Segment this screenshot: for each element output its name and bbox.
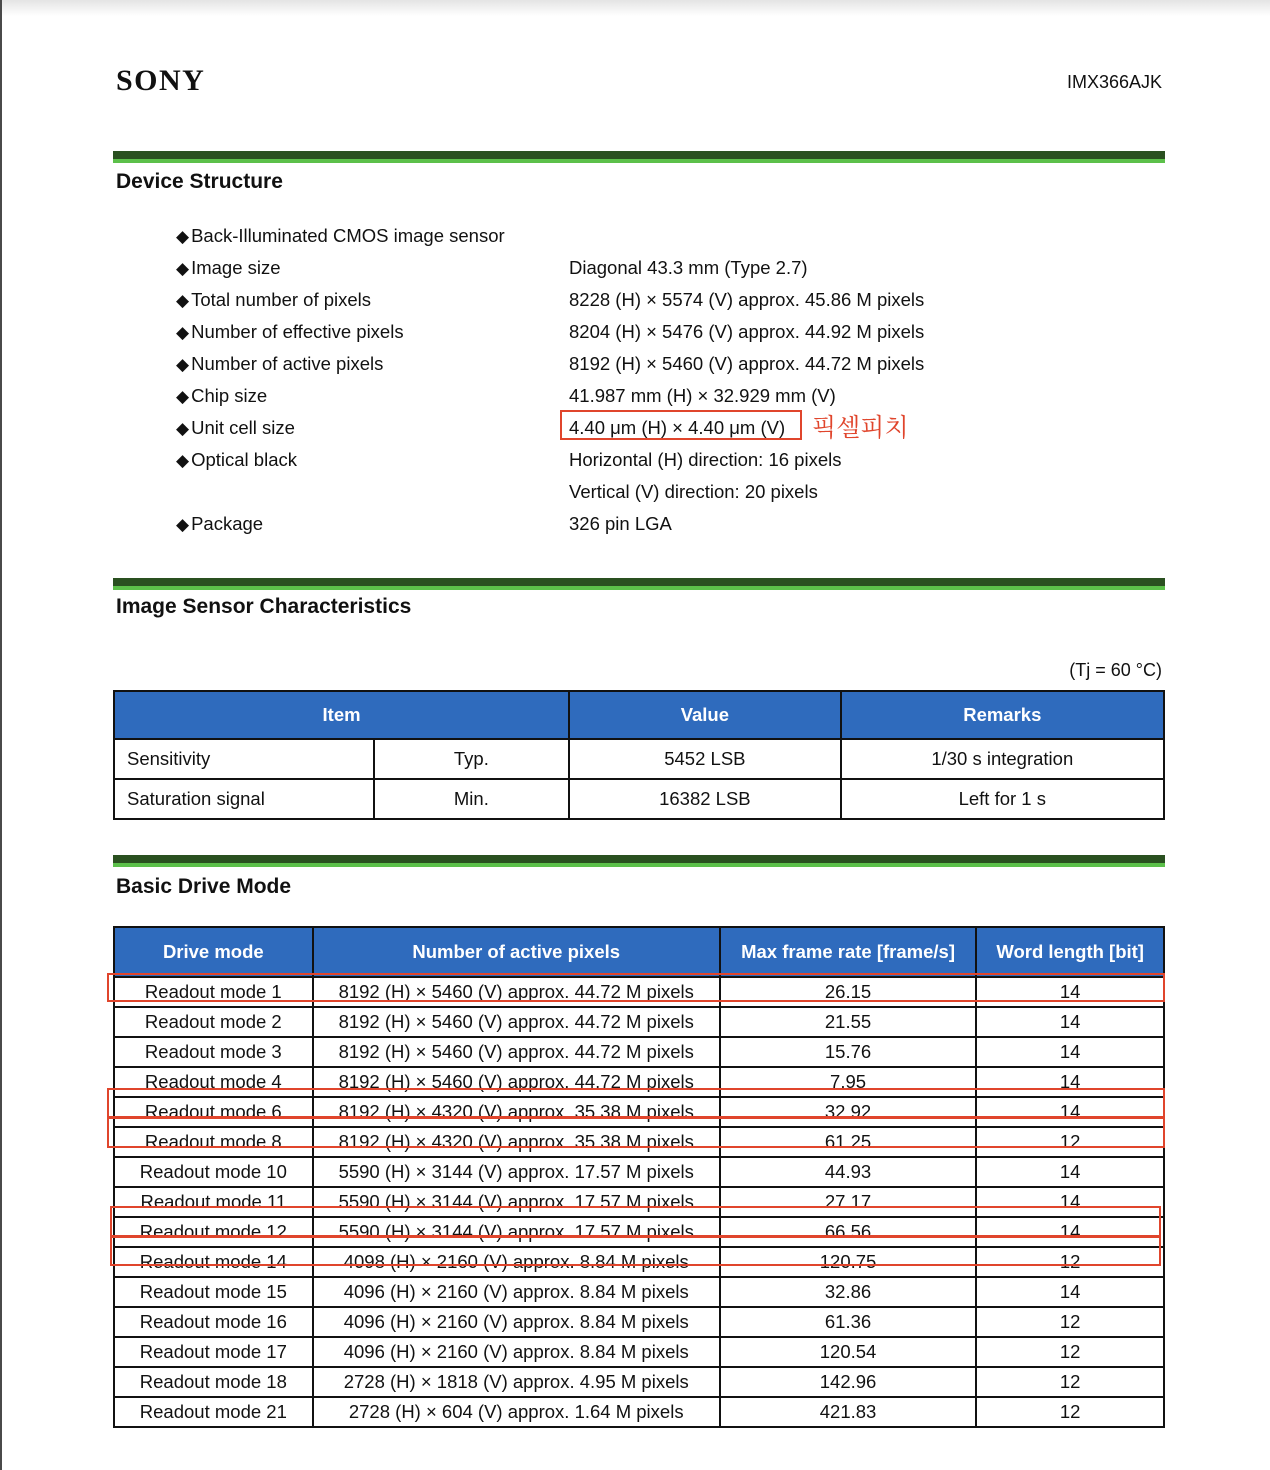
table-header-row	[114, 691, 1164, 739]
cell-remarks: Left for 1 s	[841, 779, 1164, 819]
spec-value: Diagonal 43.3 mm (Type 2.7)	[569, 257, 808, 278]
cell-pixels: 8192 (H) × 4320 (V) approx. 35.38 M pixels	[313, 1097, 720, 1127]
cell-remarks: 1/30 s integration	[841, 739, 1164, 779]
spec-value: 8228 (H) × 5574 (V) approx. 45.86 M pixels	[569, 289, 925, 310]
cell-item: Saturation signal	[114, 779, 374, 819]
spec-label: Optical black	[191, 449, 297, 470]
cell-mode: Readout mode 21	[114, 1397, 313, 1427]
cell-mode: Readout mode 4	[114, 1067, 313, 1097]
spec-value: 326 pin LGA	[569, 513, 672, 534]
diamond-bullet-icon: ◆	[176, 419, 190, 438]
spec-label: Total number of pixels	[191, 289, 372, 310]
section-title-device-structure: Device Structure	[116, 170, 283, 193]
spec-value: Horizontal (H) direction: 16 pixels	[569, 449, 842, 470]
cell-mode: Readout mode 15	[114, 1277, 313, 1307]
cell-fps: 32.86	[720, 1277, 977, 1307]
table-row	[114, 739, 1164, 779]
cell-mode: Readout mode 6	[114, 1097, 313, 1127]
cell-pixels: 4096 (H) × 2160 (V) approx. 8.84 M pixels	[313, 1337, 720, 1367]
spec-label: Unit cell size	[191, 417, 295, 438]
cell-pixels: 5590 (H) × 3144 (V) approx. 17.57 M pixels	[313, 1217, 720, 1247]
cell-bits: 14	[976, 1097, 1164, 1127]
highlight-box-readout-mode-8	[107, 1117, 1165, 1148]
cell-item: Sensitivity	[114, 739, 374, 779]
spec-row	[176, 316, 976, 348]
cell-fps: 15.76	[720, 1037, 977, 1067]
header-active-pixels: Number of active pixels	[313, 927, 720, 977]
cell-bits: 14	[976, 1217, 1164, 1247]
cell-pixels: 5590 (H) × 3144 (V) approx. 17.57 M pixels	[313, 1157, 720, 1187]
cell-bits: 14	[976, 977, 1164, 1007]
spec-row	[176, 444, 976, 476]
cell-fps: 44.93	[720, 1157, 977, 1187]
section-divider-drive-mode	[113, 855, 1165, 867]
table-row	[114, 779, 1164, 819]
table-row	[114, 1337, 1164, 1367]
header-item: Item	[114, 691, 569, 739]
cell-fps: 120.75	[720, 1247, 977, 1277]
cell-mode: Readout mode 10	[114, 1157, 313, 1187]
cell-fps: 61.25	[720, 1127, 977, 1157]
cell-bits: 12	[976, 1127, 1164, 1157]
diamond-bullet-icon: ◆	[176, 259, 190, 278]
spec-value: Vertical (V) direction: 20 pixels	[569, 481, 818, 502]
diamond-bullet-icon: ◆	[176, 387, 190, 406]
cell-pixels: 4096 (H) × 2160 (V) approx. 8.84 M pixels	[313, 1307, 720, 1337]
spec-row	[176, 348, 976, 380]
spec-label: Package	[191, 513, 264, 534]
spec-value: 4.40 μm (H) × 4.40 μm (V)	[569, 417, 786, 438]
sony-logo: SONY	[116, 64, 206, 97]
table-row	[114, 1037, 1164, 1067]
cell-bits: 14	[976, 1067, 1164, 1097]
header-value: Value	[569, 691, 840, 739]
cell-pixels: 8192 (H) × 5460 (V) approx. 44.72 M pixels	[313, 1067, 720, 1097]
cell-fps: 21.55	[720, 1007, 977, 1037]
spec-value: 8204 (H) × 5476 (V) approx. 44.92 M pixels	[569, 321, 925, 342]
cell-value: 5452 LSB	[569, 739, 840, 779]
cell-fps: 26.15	[720, 977, 977, 1007]
spec-row	[176, 252, 976, 284]
highlight-box-readout-mode-6	[107, 1088, 1165, 1118]
cell-pixels: 8192 (H) × 4320 (V) approx. 35.38 M pixels	[313, 1127, 720, 1157]
page-left-edge	[0, 0, 2, 1470]
part-number: IMX366AJK	[1066, 72, 1162, 92]
spec-label: Number of effective pixels	[191, 321, 404, 342]
cell-mode: Readout mode 16	[114, 1307, 313, 1337]
cell-mode: Readout mode 2	[114, 1007, 313, 1037]
cell-bits: 14	[976, 1007, 1164, 1037]
cell-fps: 61.36	[720, 1307, 977, 1337]
cell-bits: 12	[976, 1247, 1164, 1277]
cell-pixels: 4096 (H) × 2160 (V) approx. 8.84 M pixels	[313, 1277, 720, 1307]
cell-mode: Readout mode 14	[114, 1247, 313, 1277]
header-drive-mode: Drive mode	[114, 927, 313, 977]
table-row	[114, 1007, 1164, 1037]
cell-fps: 120.54	[720, 1337, 977, 1367]
cell-mode: Readout mode 1	[114, 977, 313, 1007]
diamond-bullet-icon: ◆	[176, 515, 190, 534]
cell-qualifier: Typ.	[374, 739, 570, 779]
table-row	[114, 1397, 1164, 1427]
spec-label: Image size	[191, 257, 281, 278]
cell-fps: 66.56	[720, 1217, 977, 1247]
spec-row	[176, 508, 976, 540]
spec-row	[176, 476, 976, 508]
table-row	[114, 1157, 1164, 1187]
cell-bits: 14	[976, 1037, 1164, 1067]
spec-row	[176, 284, 976, 316]
cell-pixels: 8192 (H) × 5460 (V) approx. 44.72 M pixels	[313, 1007, 720, 1037]
cell-bits: 12	[976, 1397, 1164, 1427]
cell-mode: Readout mode 18	[114, 1367, 313, 1397]
section-divider-device-structure	[113, 151, 1165, 163]
cell-fps: 142.96	[720, 1367, 977, 1397]
cell-qualifier: Min.	[374, 779, 570, 819]
spec-label: Number of active pixels	[191, 353, 384, 374]
table-header-row	[114, 927, 1164, 977]
highlight-box-readout-mode-12	[110, 1206, 1161, 1237]
header-remarks: Remarks	[841, 691, 1164, 739]
cell-pixels: 5590 (H) × 3144 (V) approx. 17.57 M pixels	[313, 1187, 720, 1217]
cell-bits: 12	[976, 1337, 1164, 1367]
header-max-frame-rate: Max frame rate [frame/s]	[720, 927, 977, 977]
cell-fps: 421.83	[720, 1397, 977, 1427]
cell-fps: 7.95	[720, 1067, 977, 1097]
diamond-bullet-icon: ◆	[176, 451, 190, 470]
cell-mode: Readout mode 3	[114, 1037, 313, 1067]
cell-mode: Readout mode 17	[114, 1337, 313, 1367]
unit-cell-highlight-box	[560, 410, 802, 440]
spec-value: 41.987 mm (H) × 32.929 mm (V)	[569, 385, 836, 406]
highlight-box-readout-mode-14	[110, 1236, 1161, 1266]
diamond-bullet-icon: ◆	[176, 355, 190, 374]
cell-fps: 32.92	[720, 1097, 977, 1127]
cell-mode: Readout mode 11	[114, 1187, 313, 1217]
spec-row	[176, 220, 976, 252]
highlight-box-readout-mode-1	[107, 973, 1165, 1002]
section-divider-image-sensor	[113, 578, 1165, 590]
cell-pixels: 2728 (H) × 1818 (V) approx. 4.95 M pixels	[313, 1367, 720, 1397]
cell-bits: 12	[976, 1307, 1164, 1337]
temperature-condition: (Tj = 60 °C)	[1069, 660, 1162, 680]
header-word-length: Word length [bit]	[976, 927, 1164, 977]
cell-pixels: 8192 (H) × 5460 (V) approx. 44.72 M pixels	[313, 977, 720, 1007]
cell-mode: Readout mode 8	[114, 1127, 313, 1157]
diamond-bullet-icon: ◆	[176, 291, 190, 310]
spec-label: Back-Illuminated CMOS image sensor	[191, 225, 505, 246]
cell-bits: 12	[976, 1367, 1164, 1397]
spec-label: Chip size	[191, 385, 268, 406]
cell-pixels: 8192 (H) × 5460 (V) approx. 44.72 M pixels	[313, 1037, 720, 1067]
diamond-bullet-icon: ◆	[176, 227, 190, 246]
cell-pixels: 4098 (H) × 2160 (V) approx. 8.84 M pixels	[313, 1247, 720, 1277]
page-top-shadow	[0, 0, 1270, 16]
cell-value: 16382 LSB	[569, 779, 840, 819]
spec-value: 8192 (H) × 5460 (V) approx. 44.72 M pixels	[569, 353, 925, 374]
cell-pixels: 2728 (H) × 604 (V) approx. 1.64 M pixels	[313, 1397, 720, 1427]
pixel-pitch-annotation: 픽셀피치	[812, 413, 909, 442]
device-structure-list	[176, 220, 976, 540]
cell-bits: 14	[976, 1157, 1164, 1187]
section-title-drive-mode: Basic Drive Mode	[116, 875, 292, 898]
cell-bits: 14	[976, 1187, 1164, 1217]
cell-mode: Readout mode 12	[114, 1217, 313, 1247]
diamond-bullet-icon: ◆	[176, 323, 190, 342]
image-sensor-table	[113, 690, 1165, 820]
table-row	[114, 1307, 1164, 1337]
cell-fps: 27.17	[720, 1187, 977, 1217]
cell-bits: 14	[976, 1277, 1164, 1307]
table-row	[114, 1277, 1164, 1307]
table-row	[114, 1367, 1164, 1397]
section-title-image-sensor: Image Sensor Characteristics	[116, 595, 412, 618]
